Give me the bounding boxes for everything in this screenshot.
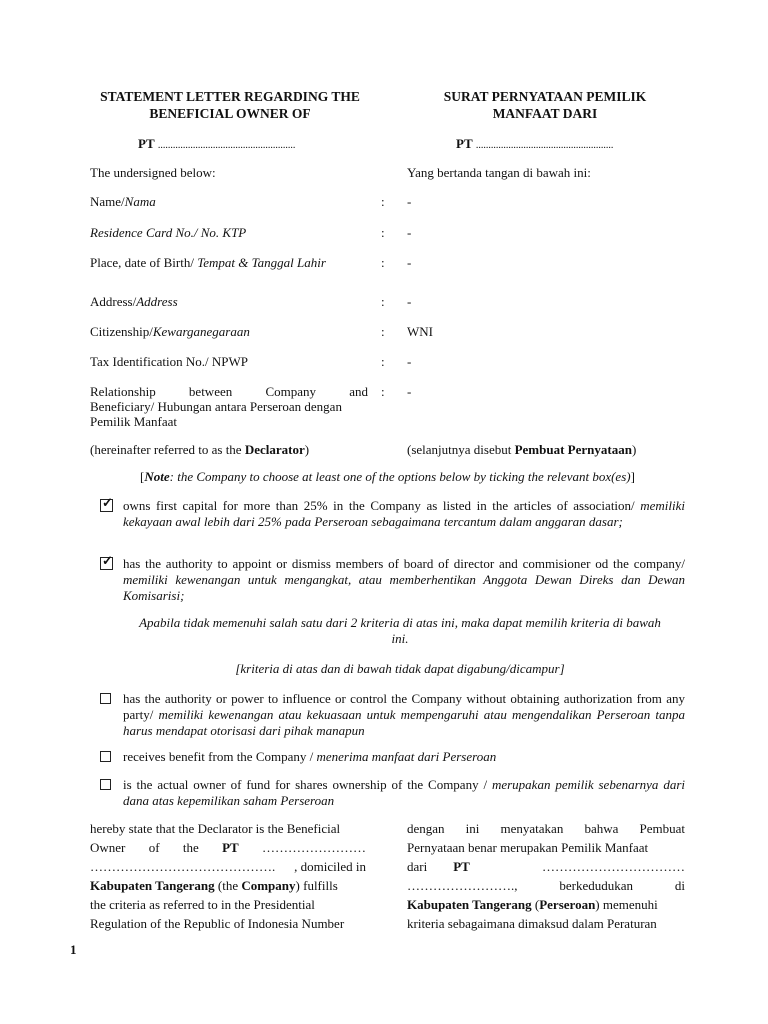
colon: : [381,225,385,240]
option-first-capital [100,498,685,530]
colon: : [381,255,385,270]
pt-dots[interactable]: ....................................................... [475,140,614,151]
title-indonesian-line1: SURAT PERNYATAAN PEMILIK [443,89,647,104]
pt-name-blank[interactable]: ……………………………………. [90,859,276,874]
statement-line: kriteria sebagaimana dimaksud dalam Peraturan [407,916,657,931]
colon: : [381,324,385,339]
option-actual-owner [100,777,685,809]
field-label-text: Place, date of Birth/ [90,255,198,270]
field-label [90,225,375,241]
domicile-bold: Kabupaten Tangerang [90,878,215,893]
statement-word: ) memenuhi [595,897,658,912]
option-text: has the authority or power to influence or control the Company without obtaining authorization from any party/ [123,691,685,722]
pt-dots[interactable]: ....................................................... [157,140,296,151]
statement-line: dengan ini menyatakan bahwa Pembuat [407,821,685,836]
statement-pt: PT [453,859,470,874]
checkbox-icon[interactable] [100,691,116,707]
company-bold: Company [241,878,296,893]
kriteria-note: [kriteria di atas dan di bawah tidak dapat digabung/dicampur] [235,661,565,676]
rel-word: Relationship [90,384,156,399]
colon: : [381,384,385,399]
declarator-english [90,442,309,458]
checkbox-icon[interactable] [100,777,116,793]
title-english [80,88,380,122]
note-bracket: [ [140,469,145,484]
pt-name-blank[interactable]: ……………………., [407,878,518,893]
field-label-italic: Residence Card No./ No. KTP [90,225,247,240]
relationship-label [90,384,368,429]
colon: : [381,354,385,369]
statement-line: hereby state that the Declarator is the Beneficial [90,821,341,836]
rel-line3: Pemilik Manfaat [90,414,178,429]
checkbox-icon[interactable] [100,749,116,765]
colon: : [381,194,385,209]
option-appoint-dismiss [100,556,685,604]
pt-line-indonesian [456,136,613,152]
statement-word: the [182,840,199,855]
decl-text: ) [631,442,637,457]
field-label [90,324,375,340]
title-indonesian [395,88,695,122]
statement-word: (the [214,878,242,893]
intro-english: The undersigned below: [90,165,216,180]
option-text-italic: merupakan pemilik sebenarnya dari dana atas kepemilikan saham Perseroan [123,777,685,808]
option-text: owns first capital for more than 25% in the Company as listed in the articles of association/ [123,498,641,513]
intro-indonesian: Yang bertanda tangan di bawah ini: [407,165,591,180]
company-bold: Perseroan [539,897,596,912]
statement-indonesian [407,819,685,933]
rel-word: between [188,384,233,399]
option-text: has the authority to appoint or dismiss members of board of director and commisioner od the company/ [123,556,685,571]
statement-line: Regulation of the Republic of Indonesia Number [90,916,345,931]
pt-name-blank[interactable]: …………………………… [542,859,685,874]
statement-word: ( [531,897,540,912]
title-english-line2: BENEFICIAL OWNER OF [149,106,311,121]
option-influence-control [100,691,685,739]
field-value[interactable]: - [407,225,412,240]
field-label-italic: Nama [124,194,156,209]
statement-pt: PT [222,840,239,855]
checkbox-checked-icon[interactable] [100,498,116,515]
relationship-value[interactable]: - [407,384,412,399]
field-label-text: Name/ [90,194,125,209]
note-bracket: ] [630,469,635,484]
field-label [90,354,375,370]
field-label-italic: Kewarganegaraan [152,324,250,339]
statement-word: dari [407,859,428,874]
colon: : [381,294,385,309]
decl-bold: Declarator [244,442,305,457]
decl-text: (selanjutnya disebut [407,442,515,457]
field-value[interactable]: - [407,294,412,309]
rel-line2: Beneficiary/ Hubungan antara Perseroan dengan [90,399,342,414]
field-label [90,255,375,271]
field-value[interactable]: - [407,255,412,270]
rel-word: Company [265,384,316,399]
title-english-line1: STATEMENT LETTER REGARDING THE [100,89,360,104]
rel-word: and [349,384,368,399]
option-text: receives benefit from the Company / [123,749,317,764]
option-receives-benefit [100,749,685,765]
option-text-italic: memiliki kewenangan atau kekuasaan untuk mempengaruhi atau mengendalikan Perseroan tanpa harus mendapat otorisasi dari pihak manapun [123,707,685,738]
pt-label: PT [456,136,473,151]
statement-english [90,819,366,933]
statement-word: ) fulfills [295,878,338,893]
field-label-text: Tax Identification No./ NPWP [90,354,248,369]
statement-word: di [674,878,685,893]
option-text: is the actual owner of fund for shares ownership of the Company / [123,777,492,792]
statement-line: the criteria as referred to in the Presidential [90,897,315,912]
decl-text: ) [304,442,310,457]
option-text-italic: memiliki kekayaan awal lebih dari 25% pada Perseroan sebagaimana tercantum dalam anggaran dasar; [123,498,685,529]
page-number: 1 [70,942,77,957]
field-label-text: Citizenship/ [90,324,153,339]
field-label-italic: Address [136,294,178,309]
option-text-italic: memiliki kewenangan untuk mengangkat, atau memberhentikan Anggota Dewan Direks dan Dewan Komisarisi; [123,572,685,603]
field-label [90,294,375,310]
statement-word: berkedudukan [559,878,633,893]
statement-line: Pernyataan benar merupakan Pemilik Manfaat [407,840,649,855]
statement-word: Owner [90,840,126,855]
note-bold: Note [144,469,170,484]
decl-bold: Pembuat Pernyataan [514,442,632,457]
option-text-italic: menerima manfaat dari Perseroan [316,749,497,764]
decl-text: (hereinafter referred to as the [90,442,245,457]
field-value[interactable]: WNI [407,324,433,339]
statement-word: , domiciled in [294,859,366,874]
field-label-text: Address/ [90,294,137,309]
field-label-italic: Tempat & Tanggal Lahir [197,255,326,270]
field-value[interactable]: - [407,354,412,369]
pt-label: PT [138,136,155,151]
title-indonesian-line2: MANFAAT DARI [492,106,598,121]
domicile-bold: Kabupaten Tangerang [407,897,532,912]
statement-word: of [148,840,160,855]
field-value[interactable]: - [407,194,412,209]
pt-line-english [138,136,295,152]
declarator-indonesian [407,442,636,458]
note-text: : the Company to choose at least one of the options below by ticking the relevant box(es) [169,469,631,484]
pt-name-blank[interactable]: …………………… [262,840,366,855]
field-label [90,194,375,210]
apabila-note: Apabila tidak memenuhi salah satu dari 2 kriteria di atas ini, maka dapat memilih kriteria di bawah ini. [139,615,661,646]
checkbox-checked-icon[interactable] [100,556,116,573]
note [90,469,685,485]
